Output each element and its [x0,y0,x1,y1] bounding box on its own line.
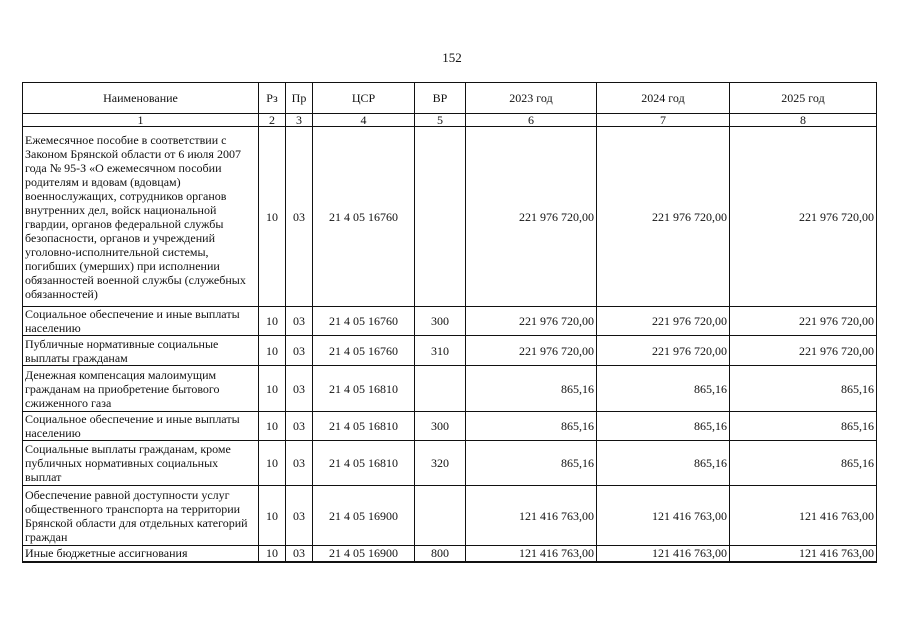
header-2025: 2025 год [730,83,877,114]
row-pr: 03 [286,486,313,546]
row-2023: 221 976 720,00 [466,336,597,366]
table-row [23,127,877,307]
column-number: 1 [23,114,259,127]
row-pr: 03 [286,441,313,486]
column-number: 5 [415,114,466,127]
row-2024: 221 976 720,00 [597,336,730,366]
row-csr: 21 4 05 16810 [313,366,415,412]
column-number: 3 [286,114,313,127]
table-row [23,307,877,336]
row-2023: 865,16 [466,366,597,412]
row-2025: 221 976 720,00 [730,307,877,336]
row-name: Социальные выплаты гражданам, кроме публичных нормативных социальных выплат [23,441,259,486]
row-2025: 865,16 [730,441,877,486]
header-rz: Рз [259,83,286,114]
row-2023: 865,16 [466,412,597,441]
table-row [23,412,877,441]
row-2024: 221 976 720,00 [597,307,730,336]
row-name: Иные бюджетные ассигнования [23,546,259,562]
row-csr: 21 4 05 16810 [313,441,415,486]
row-rz: 10 [259,412,286,441]
row-vr [415,486,466,546]
table-row [23,366,877,412]
row-name: Обеспечение равной доступности услуг общественного транспорта на территории Брянской области для отдельных категорий граждан [23,486,259,546]
table-row [23,441,877,486]
row-vr: 300 [415,307,466,336]
row-2025: 121 416 763,00 [730,486,877,546]
header-vr: ВР [415,83,466,114]
header-csr: ЦСР [313,83,415,114]
row-csr: 21 4 05 16900 [313,546,415,562]
row-2024: 221 976 720,00 [597,127,730,307]
row-2023: 121 416 763,00 [466,546,597,562]
row-2025: 221 976 720,00 [730,336,877,366]
row-pr: 03 [286,307,313,336]
row-csr: 21 4 05 16760 [313,127,415,307]
row-2025: 221 976 720,00 [730,127,877,307]
row-pr: 03 [286,412,313,441]
row-rz: 10 [259,307,286,336]
row-rz: 10 [259,486,286,546]
row-rz: 10 [259,366,286,412]
row-pr: 03 [286,546,313,562]
row-2023: 221 976 720,00 [466,307,597,336]
row-2025: 121 416 763,00 [730,546,877,562]
header-2023: 2023 год [466,83,597,114]
row-vr: 310 [415,336,466,366]
column-number-row [23,114,877,127]
column-number: 7 [597,114,730,127]
budget-table [22,82,877,563]
row-2024: 865,16 [597,441,730,486]
row-name: Денежная компенсация малоимущим гражданам на приобретение бытового сжиженного газа [23,366,259,412]
row-2024: 121 416 763,00 [597,546,730,562]
row-vr [415,366,466,412]
row-2025: 865,16 [730,366,877,412]
row-rz: 10 [259,441,286,486]
header-name: Наименование [23,83,259,114]
row-2024: 865,16 [597,412,730,441]
row-rz: 10 [259,127,286,307]
column-number: 4 [313,114,415,127]
page-number: 152 [442,50,462,65]
row-rz: 10 [259,546,286,562]
row-csr: 21 4 05 16810 [313,412,415,441]
table-row [23,546,877,562]
row-name: Социальное обеспечение и иные выплаты населению [23,307,259,336]
row-2023: 121 416 763,00 [466,486,597,546]
row-vr: 320 [415,441,466,486]
table-row [23,486,877,546]
row-csr: 21 4 05 16760 [313,307,415,336]
row-pr: 03 [286,127,313,307]
column-number: 2 [259,114,286,127]
row-2023: 865,16 [466,441,597,486]
row-name: Ежемесячное пособие в соответствии с Законом Брянской области от 6 июля 2007 года № 95-З «О ежемесячном пособии родителям и вдовам (вдовцам) военнослужащих, сотрудников органов внутренних дел, войск национальной гвардии, органов федеральной службы безопасности, органов и учреждений уголовно-исполнительной системы, погибших (умерших) при исполнении обязанностей военной службы (служебных обязанностей) [23,127,259,307]
row-csr: 21 4 05 16760 [313,336,415,366]
row-rz: 10 [259,336,286,366]
row-vr: 300 [415,412,466,441]
row-2025: 865,16 [730,412,877,441]
row-2023: 221 976 720,00 [466,127,597,307]
row-vr: 800 [415,546,466,562]
row-name: Социальное обеспечение и иные выплаты населению [23,412,259,441]
row-vr [415,127,466,307]
row-csr: 21 4 05 16900 [313,486,415,546]
column-number: 6 [466,114,597,127]
row-pr: 03 [286,366,313,412]
row-2024: 865,16 [597,366,730,412]
table-header-row [23,83,877,114]
row-2024: 121 416 763,00 [597,486,730,546]
header-pr: Пр [286,83,313,114]
row-pr: 03 [286,336,313,366]
header-2024: 2024 год [597,83,730,114]
column-number: 8 [730,114,877,127]
row-name: Публичные нормативные социальные выплаты гражданам [23,336,259,366]
table-row [23,336,877,366]
